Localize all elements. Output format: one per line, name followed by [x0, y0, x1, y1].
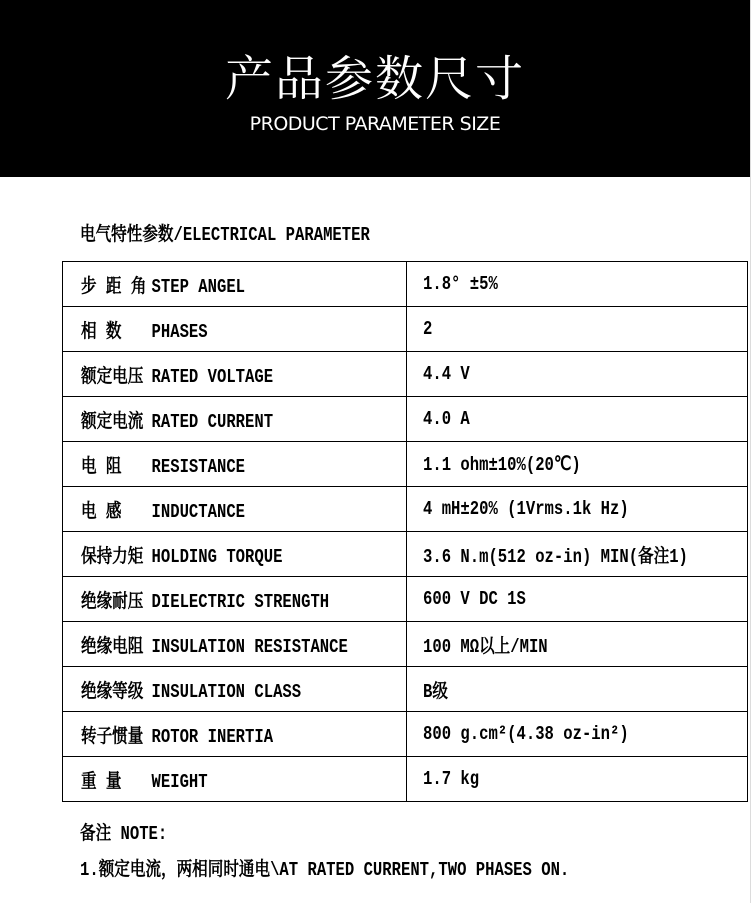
parameter-label [81, 361, 273, 388]
table-row [63, 622, 748, 667]
parameter-name-en: RESISTANCE [151, 455, 246, 478]
table-row [63, 712, 748, 757]
parameter-value-cell [407, 532, 747, 577]
header-banner [0, 0, 750, 177]
section-title: 电气特性参数/ELECTRICAL PARAMETER [80, 224, 370, 246]
parameter-label-cell [63, 532, 407, 577]
parameter-value: 1.1 ohm±10%(20℃) [423, 453, 582, 476]
parameter-name-en: RATED VOLTAGE [151, 365, 274, 388]
parameter-label [81, 586, 329, 613]
parameter-label-cell [63, 622, 407, 667]
parameter-value-cell [407, 622, 747, 667]
parameter-value: 1.8° ±5% [423, 273, 499, 295]
parameter-name-en: DIELECTRIC STRENGTH [151, 590, 330, 613]
parameter-value-cell [407, 262, 747, 307]
parameter-value-cell [407, 307, 747, 352]
table-row [63, 397, 748, 442]
table-row [63, 757, 748, 802]
parameter-label-cell [63, 262, 407, 307]
parameter-name-cn: 电 阻 [81, 455, 122, 478]
table-row [63, 487, 748, 532]
parameter-value-cell [407, 667, 747, 712]
table-row [63, 667, 748, 712]
parameter-label [81, 541, 282, 568]
parameter-name-en: PHASES [151, 320, 208, 343]
parameter-label [81, 406, 273, 433]
parameter-name-cn: 电 感 [81, 500, 122, 523]
parameter-value: 800 g.cm²(4.38 oz-in²) [423, 723, 630, 745]
parameter-label-cell [63, 577, 407, 622]
parameter-name-en: INSULATION RESISTANCE [151, 635, 348, 658]
parameter-value: 4.4 V [423, 363, 471, 385]
parameter-name-cn: 绝缘等级 [81, 680, 144, 703]
parameter-value: B级 [423, 680, 449, 703]
page-subtitle: PRODUCT PARAMETER SIZE [249, 113, 501, 135]
parameter-name-cn: 转子惯量 [81, 725, 144, 748]
parameter-label-cell [63, 307, 407, 352]
parameter-label [81, 766, 208, 793]
parameter-name-en: HOLDING TORQUE [151, 545, 283, 568]
parameter-value: 100 MΩ以上/MIN [423, 635, 549, 658]
parameter-value-cell [407, 442, 747, 487]
parameter-name-cn: 步 距 角 [81, 275, 147, 298]
parameter-value-cell [407, 577, 747, 622]
parameter-table [62, 261, 748, 802]
table-row [63, 532, 748, 577]
parameter-name-cn: 额定电流 [81, 410, 144, 433]
table-row [63, 442, 748, 487]
parameter-name-en: ROTOR INERTIA [151, 725, 274, 748]
parameter-label [81, 271, 245, 298]
parameter-value-cell [407, 757, 747, 802]
parameter-label [81, 451, 245, 478]
parameter-name-cn: 保持力矩 [81, 545, 144, 568]
parameter-value-cell [407, 397, 747, 442]
parameter-name-en: INDUCTANCE [151, 500, 246, 523]
parameter-value: 2 [423, 318, 433, 340]
parameter-name-en: STEP ANGEL [151, 275, 246, 298]
parameter-label-cell [63, 712, 407, 757]
parameter-name-cn: 绝缘耐压 [81, 590, 144, 613]
parameter-label-cell [63, 397, 407, 442]
parameter-value: 4.0 A [423, 408, 471, 430]
page-edge-divider [750, 0, 751, 903]
parameter-label-cell [63, 352, 407, 397]
parameter-value: 1.7 kg [423, 768, 480, 790]
parameter-value: 3.6 N.m(512 oz-in) MIN(备注1) [423, 545, 689, 568]
parameter-name-en: WEIGHT [151, 770, 208, 793]
parameter-name-cn: 额定电压 [81, 365, 144, 388]
note-title: 备注 NOTE: [80, 823, 168, 845]
parameter-name-en: RATED CURRENT [151, 410, 274, 433]
parameter-name-cn: 绝缘电阻 [81, 635, 144, 658]
parameter-value-cell [407, 487, 747, 532]
parameter-label-cell [63, 487, 407, 532]
parameter-value-cell [407, 712, 747, 757]
parameter-label [81, 721, 273, 748]
parameter-name-en: INSULATION CLASS [151, 680, 302, 703]
parameter-label-cell [63, 667, 407, 712]
table-row [63, 352, 748, 397]
parameter-label [81, 631, 348, 658]
parameter-label [81, 676, 301, 703]
parameter-value: 4 mH±20% (1Vrms.1k Hz) [423, 498, 630, 520]
parameter-label-cell [63, 757, 407, 802]
table-row [63, 262, 748, 307]
parameter-value: 600 V DC 1S [423, 588, 527, 610]
parameter-name-cn: 相 数 [81, 320, 122, 343]
parameter-value-cell [407, 352, 747, 397]
table-row [63, 307, 748, 352]
page-title: 产品参数尺寸 [224, 51, 525, 107]
parameter-label [81, 316, 208, 343]
parameter-label-cell [63, 442, 407, 487]
parameter-name-cn: 重 量 [81, 770, 122, 793]
parameter-label [81, 496, 245, 523]
table-row [63, 577, 748, 622]
note-line: 1.额定电流，两相同时通电\AT RATED CURRENT,TWO PHASES ON. [80, 859, 570, 881]
